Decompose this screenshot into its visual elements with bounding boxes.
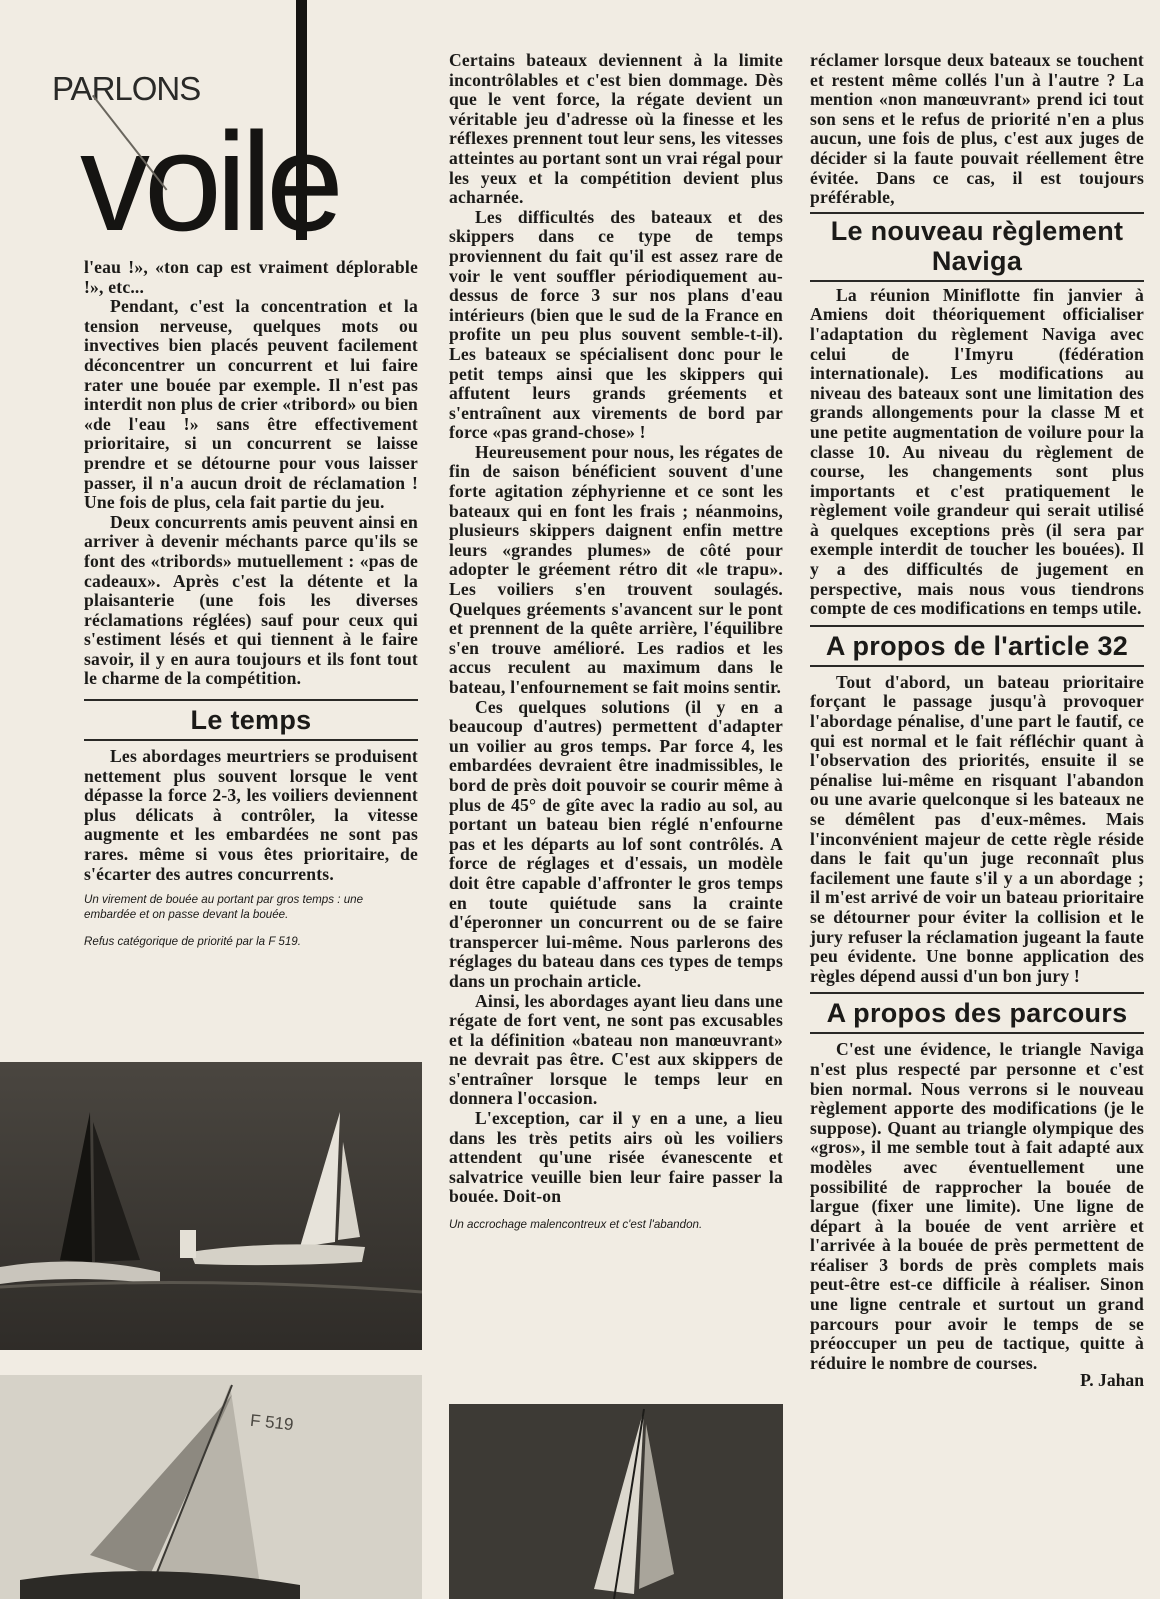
photo-regatta-1 — [0, 1062, 422, 1350]
photo-regatta-3-image — [449, 1404, 783, 1599]
photo-regatta-2 — [0, 1375, 422, 1599]
col2-paragraph-3: Heureusement pour nous, les régates de fin de saison bénéficient souvent d'une forte agitation zéphyrienne et ce sont les bateaux qui en font les frais ; néanmoins, plusieurs skippers daignent enfin mettre leurs «grandes plumes» de côté pour adopter le gréement rétro dit «le trapu». Les voiliers s'en trouvent soulagés. Quelques gréements s'avancent sur le pont et prennent de la quête arrière, l'équilibre s'en trouve amélioré. Les radios et les accus reculent au maximum dans le bateau, l'enfournement se fait moins sentir. — [449, 441, 783, 697]
heading-rule-bottom — [810, 665, 1144, 667]
col3-paragraph-3: Tout d'abord, un bateau prioritaire forçant le passage jusqu'à provoquer l'abordage pénalise, d'une part le fautif, ce qui est normal et le fait réfléchir quant à l'observation des priorités, ensuite il se pénalise lui-même en risquant l'abandon ou une avarie quelconque si les bateaux ne se démêlent pas d'eux-mêmes. Mais l'inconvénient majeur de cette règle réside dans le fait qu'un juge reconnaît plus facilement une faute s'il y a un abordage ; il m'est arrivé de voir un bateau prioritaire se détourner pour éviter la collision et le jury refuser la réclamation jugeant la faute peu évidente. Une bonne application des règles dépend aussi d'un bon jury ! — [810, 671, 1144, 986]
heading-rule-top — [810, 992, 1144, 994]
heading-rule-bottom — [810, 1032, 1144, 1034]
photo-regatta-2-image — [0, 1375, 422, 1599]
col2-paragraph-5: Ainsi, les abordages ayant lieu dans une régate de fort vent, ne sont pas excusables et la définition «bateau non manœuvrant» ne devrait pas être. C'est aux skippers de s'entraîner lorsque le temps leur en donnera l'occasion. — [449, 990, 783, 1109]
photo-regatta-3 — [449, 1404, 783, 1599]
photo-caption-3: Un accrochage malencontreux et c'est l'abandon. — [449, 1218, 703, 1232]
heading-rule-top — [810, 212, 1144, 214]
col1-paragraph-2: Pendant, c'est la concentration et la tension nerveuse, quelques mots ou invectives bien placés peuvent facilement déconcentrer un concurrent et lui faire rater une bouée par exemple. Il n'est pas interdit non plus de crier «tribord» ou bien «de l'eau !» sans être effectivement prioritaire, si un concurrent se laisse prendre et se détourne pour vous laisser passer, il n'a aucun droit de réclamation ! Une fois de plus, cela fait partie du jeu. — [84, 296, 418, 513]
col2-paragraph-2: Les difficultés des bateaux et des skippers dans ce type de temps proviennent du fait qu'il est assez rare de voir le vent souffler périodiquement au-dessus de force 3 sur nos plans d'eau intérieurs (bien que le sud de la France en profite un peu plus souvent semble-t-il). Les bateaux se spécialisent donc pour le petit temps ainsi que les skippers qui affutent leurs grands gréements et s'entraînent aux virements de bord par force «pas grand-chose» ! — [449, 206, 783, 443]
col2-paragraph-4: Ces quelques solutions (il y en a beaucoup d'autres) permettent d'adapter un voilier au gros temps. Par force 4, les embardées devraient être inadmissibles, le bord de près doit pouvoir se courir même à plus de 45° de gîte avec la radio au sol, au portant un bateau bien réglé n'enfourne pas et les départs au lof sont contrôlés. A force de réglages et d'essais, un modèle doit être capable d'affronter le gros temps en toute quiétude sans la crainte d'éperonner un concurrent ou de se faire transpercer lui-même. Nous parlerons des réglages du bateau dans ces types de temps dans un prochain article. — [449, 696, 783, 991]
section-heading-parcours: A propos des parcours — [826, 998, 1128, 1029]
photo-caption-2: Refus catégorique de priorité par la F 519. — [84, 935, 301, 949]
col1-paragraph-4: Les abordages meurtriers se produisent nettement plus souvent lorsque le vent dépasse la force 2-3, les voiliers deviennent plus délicats à contrôler, la vitesse augmente et les embardées ne sont pas rares. même si vous êtes prioritaire, de s'écarter des autres concurrents. — [84, 746, 418, 884]
section-heading-reglement: Le nouveau règlement Naviga — [830, 215, 1124, 276]
heading-rule-top — [810, 625, 1144, 627]
heading-rule-bottom — [84, 739, 418, 741]
col3-paragraph-2: La réunion Miniflotte fin janvier à Amiens doit théoriquement officialiser l'adaptation du règlement Naviga avec celui de l'Imyru (fédération internationale). Les modifications au niveau des bateaux sont une limitation des grands allongements pour la classe M et une petite augmentation de voilure pour la classe 10. Au niveau du règlement de course, les changements sont plus importants et c'est pratiquement le règlement voile grandeur qui serait utilisé à quelques exceptions près (il sera par exemple interdit de toucher les bouées). Il y a des difficultés de jugement en perspective, mais nous vous tiendrons compte de ces modifications en temps utile. — [810, 284, 1144, 619]
section-header — [0, 0, 420, 260]
col2-paragraph-1: Certains bateaux deviennent à la limite incontrôlables et c'est bien dommage. Dès que le vent force, la régate devient un véritable jeu d'adresse où la finesse et les réflexes prennent tout leur sens, les vitesses atteintes au portant sont un vrai régal pour les yeux et la compétition devient plus acharnée. — [449, 50, 783, 208]
col1-paragraph-1: l'eau !», «ton cap est vraiment déplorable !», etc... — [84, 257, 418, 297]
section-heading-article-32: A propos de l'article 32 — [825, 630, 1129, 661]
col2-paragraph-6: L'exception, car il y en a une, a lieu dans les très petits airs où les voiliers attendent qu'une risée évanescente et salvatrice veuille bien leur faire passer la bouée. Doit-on — [449, 1108, 783, 1207]
heading-rule-top — [84, 699, 418, 701]
photo-regatta-1-image — [0, 1062, 422, 1350]
photo-sail-number: F 519 — [249, 1410, 295, 1435]
author-signature: P. Jahan — [1080, 1370, 1144, 1391]
photo-caption-1: Un virement de bouée au portant par gros temps : une embardée et on passe devant la bouée. — [84, 893, 364, 922]
header-title: voile — [80, 103, 338, 260]
col1-paragraph-3: Deux concurrents amis peuvent ainsi en arriver à devenir méchants parce qu'ils se font des «tribords» mutuellement : «pas de cadeaux». Après c'est la détente et la plaisanterie (une fois les diverses réclamations réglées) sauf pour ceux qui s'estiment lésés et qui tiennent à le faire savoir, il y en aura toujours et ils font tout le charme de la compétition. — [84, 511, 418, 689]
heading-rule-bottom — [810, 280, 1144, 282]
section-heading-le-temps: Le temps — [190, 705, 312, 736]
header-kicker: PARLONS — [52, 70, 201, 107]
col3-paragraph-1: réclamer lorsque deux bateaux se touchent et restent même collés l'un à l'autre ? La mention «non manœuvrant» prend ici tout son sens et le refus de priorité n'en a plus aucun, une fois de plus, c'est aux juges de décider si la faute pouvait réellement être évitée. Dans ce cas, il est toujours préférable, — [810, 50, 1144, 208]
col3-paragraph-4: C'est une évidence, le triangle Naviga n'est plus respecté par personne et c'est bien normal. Nous verrons si le nouveau règlement apporte des modifications (je le suppose). Quant au triangle olympique des «gros», il me semble tout à fait adapté aux modèles avec éventuellement une possibilité de rapprocher la bouée de largue (fixer une limite). Une ligne de départ à la bouée de vent arrière et l'arrivée à la bouée de près permettent de réaliser 3 bords de près complets mais peut-être est-ce difficile à réaliser. Sinon une ligne centrale et surtout un grand parcours pour avoir le temps de se préoccuper un peu de tactique, quitte à réduire le nombre de courses. — [810, 1039, 1144, 1373]
